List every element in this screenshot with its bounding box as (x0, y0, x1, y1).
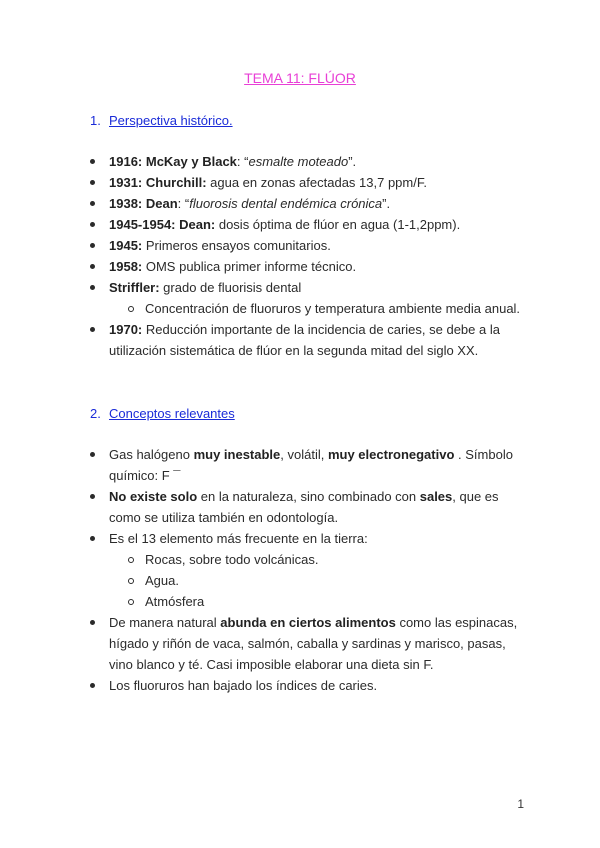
sub-list-item: Atmósfera (109, 591, 530, 612)
list-item: Striffler: grado de fluorisis dental Concentración de fluoruros y temperatura ambiente media anual. (90, 277, 530, 319)
sub-list-item: Concentración de fluoruros y temperatura ambiente media anual. (109, 298, 530, 319)
section-heading-historia (90, 113, 233, 128)
list-item: Es el 13 elemento más frecuente en la tierra: Rocas, sobre todo volcánicas. Agua. Atmósfera (90, 528, 530, 612)
sub-list (109, 549, 530, 612)
section-heading-conceptos (90, 406, 235, 421)
list-item: 1938: Dean: “fluorosis dental endémica crónica”. (90, 193, 530, 214)
historia-list (90, 151, 530, 361)
list-item: 1916: McKay y Black: “esmalte moteado”. (90, 151, 530, 172)
list-item: No existe solo en la naturaleza, sino combinado con sales, que es como se utiliza también en odontología. (90, 486, 530, 528)
sub-list-item: Rocas, sobre todo volcánicas. (109, 549, 530, 570)
section-number: 2. (90, 406, 101, 421)
section-title: Conceptos relevantes (109, 406, 235, 421)
list-item: 1945-1954: Dean: dosis óptima de flúor en agua (1-1,2ppm). (90, 214, 530, 235)
page-title: TEMA 11: FLÚOR (244, 70, 356, 86)
list-item: 1931: Churchill: agua en zonas afectadas 13,7 ppm/F. (90, 172, 530, 193)
conceptos-list (90, 444, 530, 696)
section-title: Perspectiva histórico. (109, 113, 233, 128)
sub-list (109, 298, 530, 319)
section-number: 1. (90, 113, 101, 128)
list-item: Gas halógeno muy inestable, volátil, muy electronegativo . Símbolo químico: F ¯ (90, 444, 530, 486)
list-item: De manera natural abunda en ciertos alimentos como las espinacas, hígado y riñón de vaca, salmón, caballa y sardinas y marisco, pasas, vino blanco y té. Casi imposible elaborar una dieta sin F. (90, 612, 530, 675)
list-item: 1970: Reducción importante de la incidencia de caries, se debe a la utilización sistemática de flúor en la segunda mitad del siglo XX. (90, 319, 530, 361)
sub-list-item: Agua. (109, 570, 530, 591)
list-item: 1958: OMS publica primer informe técnico. (90, 256, 530, 277)
page-number: 1 (517, 797, 524, 811)
list-item: Los fluoruros han bajado los índices de caries. (90, 675, 530, 696)
list-item: 1945: Primeros ensayos comunitarios. (90, 235, 530, 256)
